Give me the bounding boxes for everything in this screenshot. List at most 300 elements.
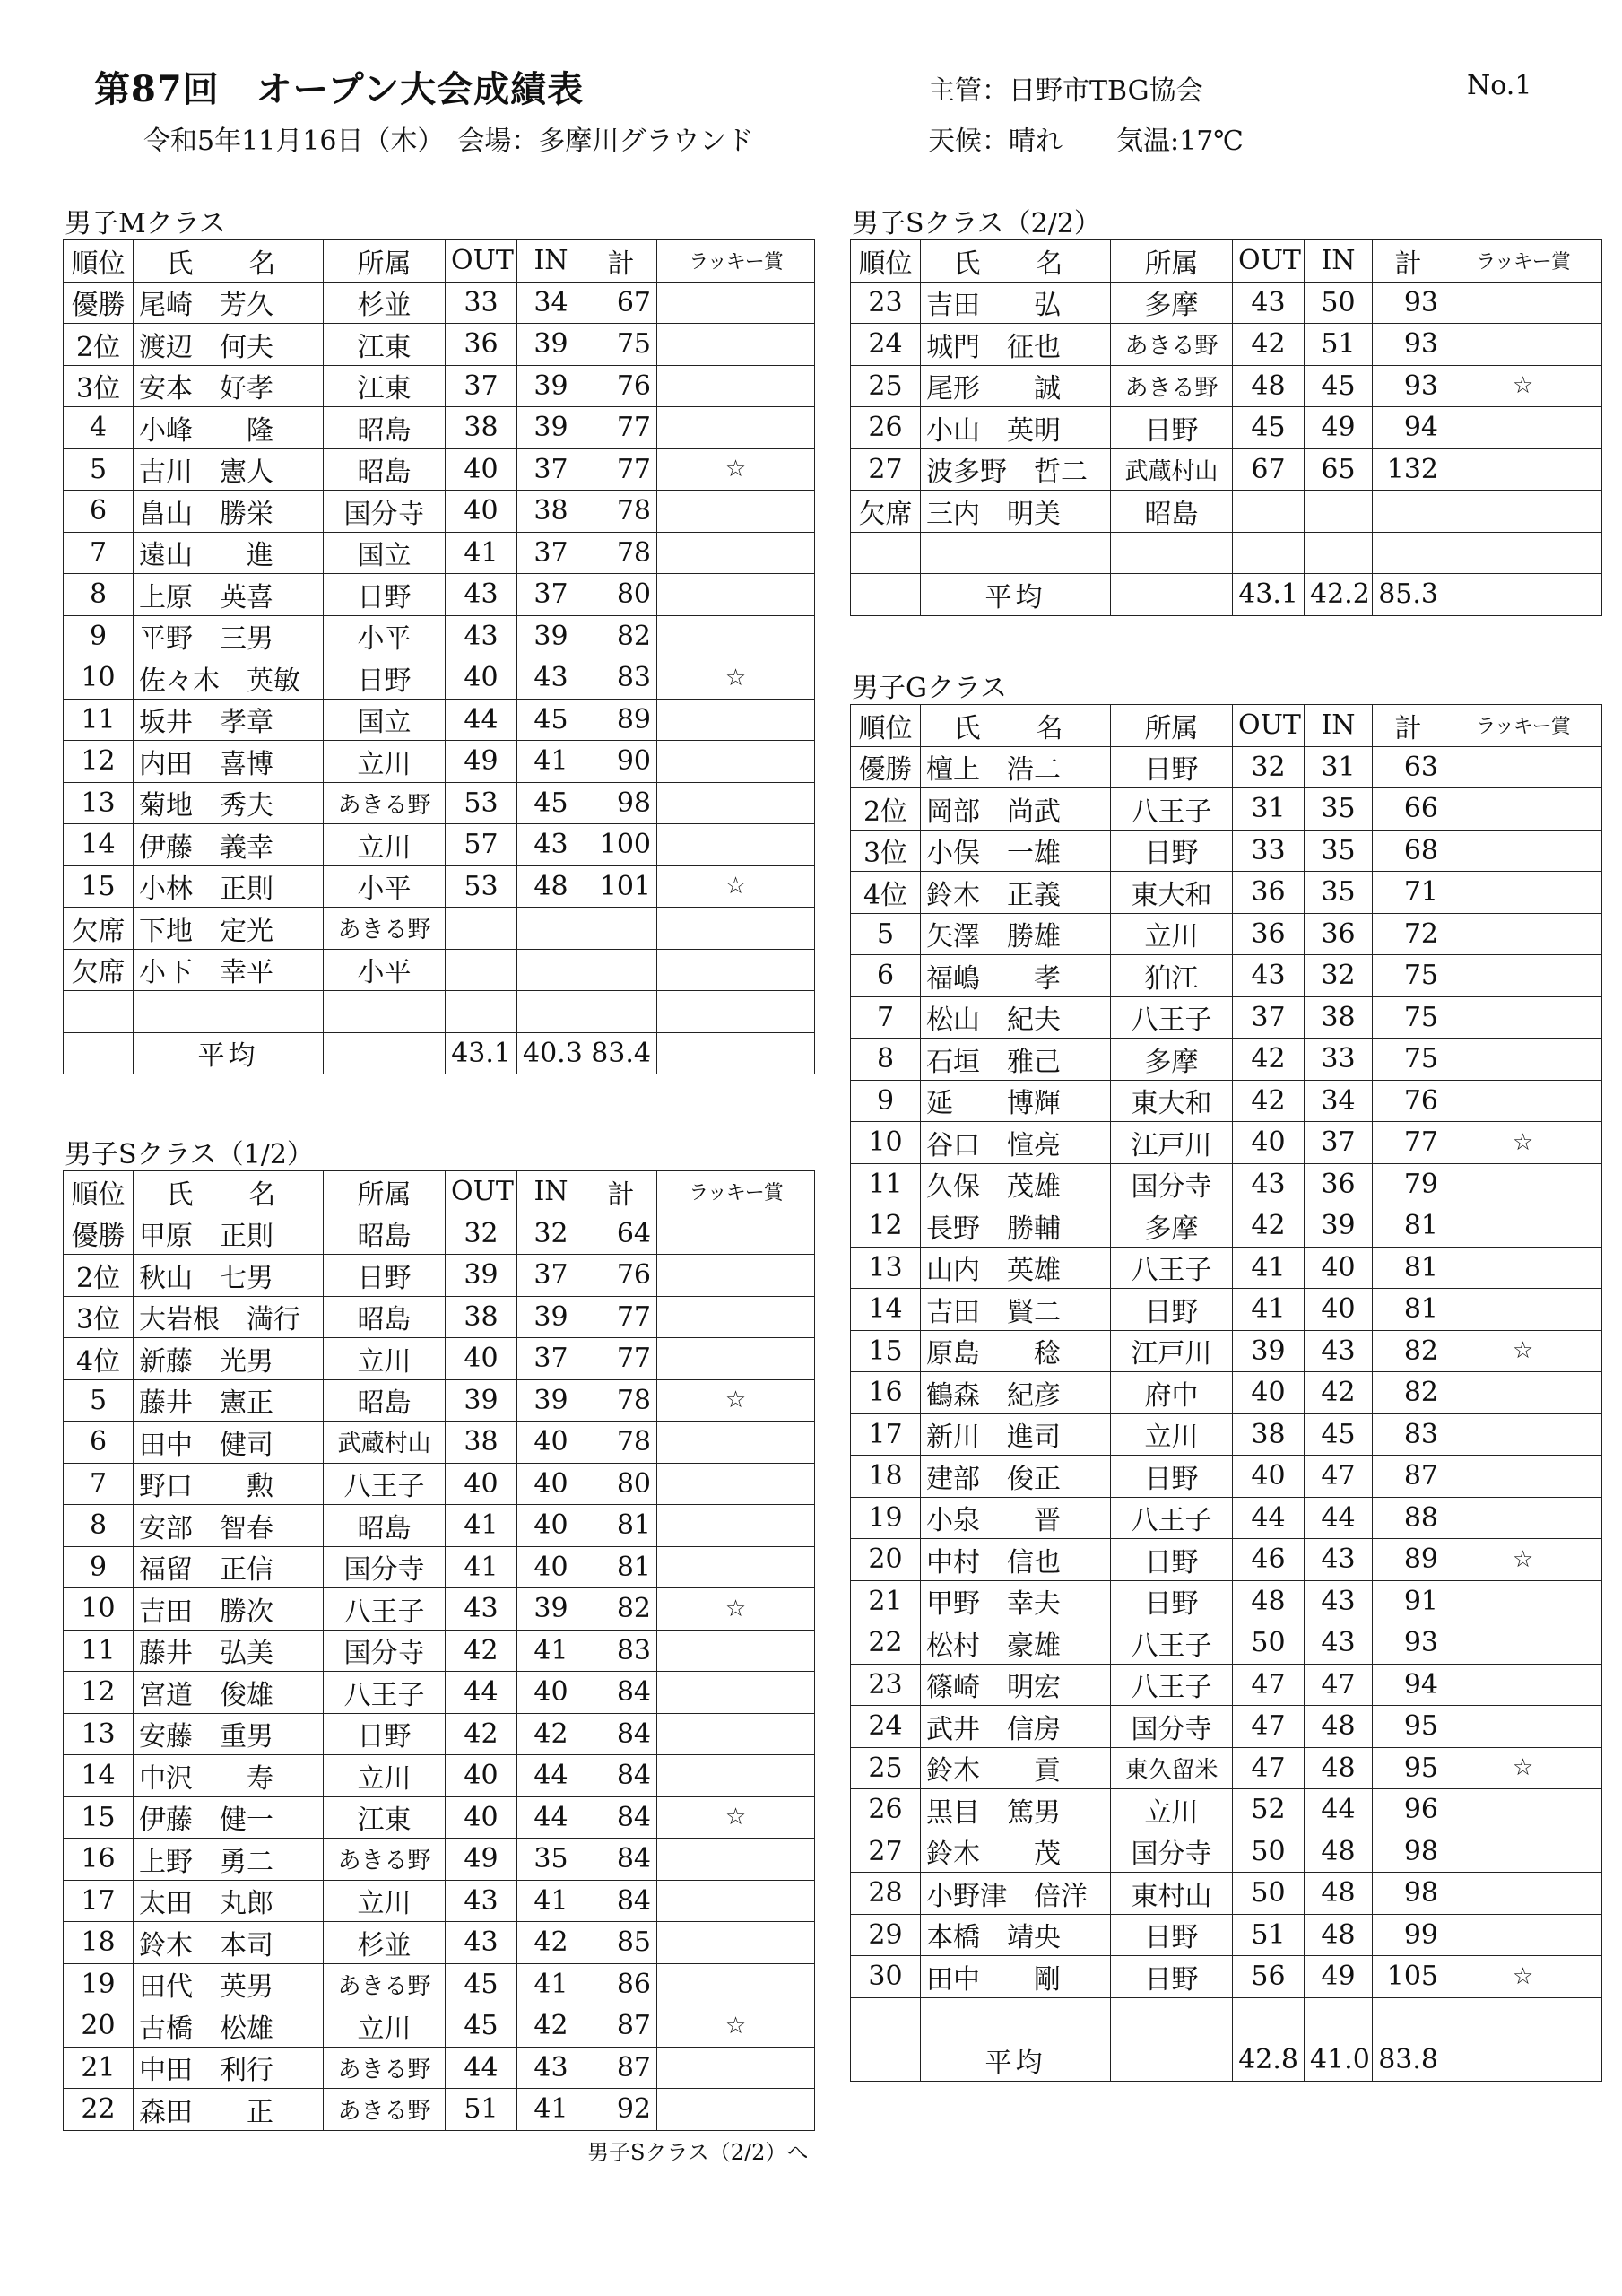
out-score-cell: 48 xyxy=(1233,1580,1305,1622)
table-row xyxy=(851,1205,1602,1248)
lucky-prize-cell xyxy=(657,824,815,866)
out-score-cell xyxy=(1233,532,1305,574)
average-blank xyxy=(657,1032,815,1074)
out-score-cell: 47 xyxy=(1233,1706,1305,1748)
rank-cell: 30 xyxy=(851,1956,921,1998)
total-score-cell: 75 xyxy=(1373,996,1444,1039)
rank-cell: 29 xyxy=(851,1914,921,1956)
lucky-prize-cell xyxy=(1444,1664,1602,1706)
average-in: 40.3 xyxy=(517,1032,585,1074)
affiliation-cell: 日野 xyxy=(1111,1580,1233,1622)
rank-cell: 15 xyxy=(64,1796,134,1839)
out-score-cell: 44 xyxy=(446,1672,517,1714)
affiliation-cell: 日野 xyxy=(324,574,446,616)
out-score-cell: 45 xyxy=(446,2005,517,2048)
table-row xyxy=(64,2047,815,2089)
column-header: 順位 xyxy=(851,240,921,283)
out-score-cell: 33 xyxy=(1233,830,1305,872)
table-row xyxy=(851,1789,1602,1831)
name-cell: 下地 定光 xyxy=(134,908,324,950)
total-score-cell: 76 xyxy=(585,365,657,407)
column-header: 順位 xyxy=(851,705,921,747)
in-score-cell: 42 xyxy=(1305,1372,1373,1414)
table-row xyxy=(851,407,1602,449)
out-score-cell: 44 xyxy=(446,2047,517,2089)
average-in: 42.2 xyxy=(1305,574,1373,616)
table-row xyxy=(64,574,815,616)
name-cell: 矢澤 勝雄 xyxy=(921,913,1111,955)
total-score-cell: 88 xyxy=(1373,1497,1444,1539)
lucky-prize-cell xyxy=(1444,913,1602,955)
name-cell: 伊藤 義幸 xyxy=(134,824,324,866)
rank-cell: 19 xyxy=(851,1497,921,1539)
rank-cell xyxy=(851,1997,921,2039)
name-cell: 本橋 靖央 xyxy=(921,1914,1111,1956)
table-row xyxy=(851,1914,1602,1956)
table-row xyxy=(851,1956,1602,1998)
name-cell: 福嶋 孝 xyxy=(921,955,1111,997)
rank-cell: 3位 xyxy=(851,830,921,872)
table-row xyxy=(851,1706,1602,1748)
total-score-cell: 77 xyxy=(585,1338,657,1380)
table-row xyxy=(64,1880,815,1922)
in-score-cell xyxy=(517,949,585,991)
results-table-s2 xyxy=(850,239,1602,616)
rank-cell: 26 xyxy=(851,407,921,449)
out-score-cell: 52 xyxy=(1233,1789,1305,1831)
column-header: IN xyxy=(1305,240,1373,283)
total-score-cell: 68 xyxy=(1373,830,1444,872)
table-row xyxy=(64,1839,815,1881)
in-score-cell: 37 xyxy=(517,532,585,574)
affiliation-cell: あきる野 xyxy=(324,1839,446,1881)
name-cell: 建部 俊正 xyxy=(921,1456,1111,1498)
rank-cell: 22 xyxy=(64,2089,134,2131)
lucky-prize-cell xyxy=(657,1963,815,2005)
table-row xyxy=(851,1372,1602,1414)
in-score-cell: 39 xyxy=(517,407,585,449)
affiliation-cell: 八王子 xyxy=(1111,1497,1233,1539)
rank-cell: 17 xyxy=(64,1880,134,1922)
table-row xyxy=(64,407,815,449)
lucky-prize-cell xyxy=(1444,1205,1602,1248)
lucky-prize-cell xyxy=(1444,1413,1602,1456)
in-score-cell: 40 xyxy=(517,1672,585,1714)
in-score-cell: 44 xyxy=(517,1796,585,1839)
in-score-cell: 40 xyxy=(1305,1289,1373,1331)
total-score-cell: 81 xyxy=(585,1505,657,1547)
rank-cell: 10 xyxy=(64,657,134,700)
total-score-cell: 91 xyxy=(1373,1580,1444,1622)
results-table-m xyxy=(63,239,815,1074)
lucky-prize-cell xyxy=(1444,491,1602,533)
table-row xyxy=(64,2089,815,2131)
in-score-cell xyxy=(1305,491,1373,533)
column-header: 計 xyxy=(1373,240,1444,283)
affiliation-cell: 武蔵村山 xyxy=(324,1422,446,1464)
name-cell: 長野 勝輔 xyxy=(921,1205,1111,1248)
affiliation-cell: 杉並 xyxy=(324,1922,446,1964)
table-header-row xyxy=(851,240,1602,283)
total-score-cell: 78 xyxy=(585,1422,657,1464)
out-score-cell: 43 xyxy=(1233,1163,1305,1205)
in-score-cell: 35 xyxy=(1305,872,1373,914)
average-blank xyxy=(1111,574,1233,616)
table-row xyxy=(64,1546,815,1588)
out-score-cell: 49 xyxy=(446,1839,517,1881)
out-score-cell: 41 xyxy=(1233,1289,1305,1331)
table-row xyxy=(851,872,1602,914)
rank-cell: 22 xyxy=(851,1622,921,1665)
name-cell: 中田 利行 xyxy=(134,2047,324,2089)
average-blank xyxy=(851,2039,921,2082)
name-cell: 上野 勇二 xyxy=(134,1839,324,1881)
column-header: 順位 xyxy=(64,240,134,283)
affiliation-cell: 立川 xyxy=(324,2005,446,2048)
in-score-cell: 43 xyxy=(1305,1539,1373,1581)
average-label: 平均 xyxy=(921,574,1111,616)
table-row xyxy=(851,1456,1602,1498)
affiliation-cell: 日野 xyxy=(1111,830,1233,872)
in-score-cell xyxy=(1305,532,1373,574)
name-cell: 上原 英喜 xyxy=(134,574,324,616)
rank-cell: 23 xyxy=(851,282,921,324)
affiliation-cell: 昭島 xyxy=(324,448,446,491)
average-label: 平均 xyxy=(921,2039,1111,2082)
rank-cell: 6 xyxy=(64,1422,134,1464)
affiliation-cell: 日野 xyxy=(1111,407,1233,449)
name-cell: 小野津 倍洋 xyxy=(921,1873,1111,1915)
average-blank xyxy=(1111,2039,1233,2082)
affiliation-cell: 国分寺 xyxy=(324,1546,446,1588)
out-score-cell: 43 xyxy=(1233,282,1305,324)
table-row xyxy=(64,282,815,324)
table-row xyxy=(851,491,1602,533)
name-cell: 吉田 賢二 xyxy=(921,1289,1111,1331)
name-cell: 小俣 一雄 xyxy=(921,830,1111,872)
out-score-cell: 42 xyxy=(446,1630,517,1672)
table-row xyxy=(851,1664,1602,1706)
table-row xyxy=(64,865,815,908)
total-score-cell: 63 xyxy=(1373,746,1444,788)
total-score-cell xyxy=(585,991,657,1033)
average-row xyxy=(64,1032,815,1074)
lucky-prize-cell xyxy=(1444,955,1602,997)
in-score-cell: 37 xyxy=(517,574,585,616)
rank-cell: 2位 xyxy=(64,324,134,366)
average-out: 43.1 xyxy=(446,1032,517,1074)
in-score-cell xyxy=(517,991,585,1033)
rank-cell: 欠席 xyxy=(64,949,134,991)
lucky-prize-cell xyxy=(1444,1247,1602,1289)
average-row xyxy=(851,2039,1602,2082)
affiliation-cell: 立川 xyxy=(324,1755,446,1797)
affiliation-cell: あきる野 xyxy=(324,2089,446,2131)
lucky-prize-cell xyxy=(1444,1873,1602,1915)
affiliation-cell: 小平 xyxy=(324,615,446,657)
affiliation-cell: 日野 xyxy=(324,1255,446,1297)
name-cell: 安本 好孝 xyxy=(134,365,324,407)
total-score-cell: 67 xyxy=(585,282,657,324)
average-total: 83.4 xyxy=(585,1032,657,1074)
affiliation-cell: 日野 xyxy=(1111,746,1233,788)
total-score-cell: 76 xyxy=(585,1255,657,1297)
affiliation-cell: 立川 xyxy=(324,741,446,783)
table-row xyxy=(64,1713,815,1755)
in-score-cell: 48 xyxy=(1305,1747,1373,1789)
column-header: OUT xyxy=(1233,240,1305,283)
table-row xyxy=(64,991,815,1033)
name-cell: 鶴森 紀彦 xyxy=(921,1372,1111,1414)
rank-cell: 4位 xyxy=(851,872,921,914)
rank-cell: 26 xyxy=(851,1789,921,1831)
in-score-cell: 31 xyxy=(1305,746,1373,788)
name-cell: 宮道 俊雄 xyxy=(134,1672,324,1714)
in-score-cell: 47 xyxy=(1305,1664,1373,1706)
table-row xyxy=(64,1296,815,1338)
table-row xyxy=(64,824,815,866)
affiliation-cell: 八王子 xyxy=(324,1672,446,1714)
table-row xyxy=(64,782,815,824)
out-score-cell: 45 xyxy=(446,1963,517,2005)
out-score-cell: 43 xyxy=(446,615,517,657)
table-row xyxy=(64,699,815,741)
affiliation-cell: 立川 xyxy=(1111,913,1233,955)
rank-cell: 3位 xyxy=(64,365,134,407)
lucky-prize-cell xyxy=(657,1546,815,1588)
table-row xyxy=(851,955,1602,997)
affiliation-cell: 日野 xyxy=(1111,1289,1233,1331)
lucky-prize-cell: ☆ xyxy=(657,2005,815,2048)
name-cell: 山内 英雄 xyxy=(921,1247,1111,1289)
rank-cell: 25 xyxy=(851,365,921,407)
rank-cell: 14 xyxy=(64,824,134,866)
in-score-cell: 39 xyxy=(517,1379,585,1422)
lucky-prize-cell xyxy=(1444,830,1602,872)
out-score-cell: 39 xyxy=(446,1379,517,1422)
lucky-prize-cell xyxy=(657,365,815,407)
page-number: No.1 xyxy=(1467,70,1532,101)
total-score-cell: 84 xyxy=(585,1713,657,1755)
total-score-cell: 82 xyxy=(585,615,657,657)
lucky-prize-cell xyxy=(1444,1456,1602,1498)
lucky-prize-cell xyxy=(657,1839,815,1881)
affiliation-cell: 小平 xyxy=(324,949,446,991)
in-score-cell xyxy=(1305,1997,1373,2039)
average-out: 42.8 xyxy=(1233,2039,1305,2082)
table-row xyxy=(851,324,1602,366)
rank-cell: 27 xyxy=(851,448,921,491)
in-score-cell: 39 xyxy=(517,1588,585,1631)
name-cell: 吉田 弘 xyxy=(921,282,1111,324)
in-score-cell: 39 xyxy=(517,1296,585,1338)
name-cell: 畠山 勝栄 xyxy=(134,491,324,533)
table-row xyxy=(64,1255,815,1297)
rank-cell: 10 xyxy=(64,1588,134,1631)
lucky-prize-cell xyxy=(657,949,815,991)
affiliation-cell: 昭島 xyxy=(324,1505,446,1547)
name-cell: 藤井 憲正 xyxy=(134,1379,324,1422)
affiliation-cell: 国立 xyxy=(324,532,446,574)
affiliation-cell: 昭島 xyxy=(324,1296,446,1338)
out-score-cell: 48 xyxy=(1233,365,1305,407)
table-row xyxy=(851,365,1602,407)
total-score-cell: 77 xyxy=(585,407,657,449)
lucky-prize-cell xyxy=(657,699,815,741)
total-score-cell: 93 xyxy=(1373,365,1444,407)
total-score-cell: 101 xyxy=(585,865,657,908)
in-score-cell: 36 xyxy=(1305,913,1373,955)
table-row xyxy=(64,741,815,783)
out-score-cell: 41 xyxy=(1233,1247,1305,1289)
table-row xyxy=(851,1080,1602,1122)
name-cell: 鈴木 茂 xyxy=(921,1831,1111,1873)
in-score-cell: 45 xyxy=(517,782,585,824)
total-score-cell xyxy=(1373,1997,1444,2039)
name-cell: 谷口 愃亮 xyxy=(921,1122,1111,1164)
affiliation-cell: 多摩 xyxy=(1111,1039,1233,1081)
affiliation-cell: 国立 xyxy=(324,699,446,741)
total-score-cell: 82 xyxy=(1373,1330,1444,1372)
in-score-cell: 37 xyxy=(517,1255,585,1297)
average-in: 41.0 xyxy=(1305,2039,1373,2082)
name-cell: 松山 紀夫 xyxy=(921,996,1111,1039)
in-score-cell: 43 xyxy=(517,2047,585,2089)
total-score-cell: 93 xyxy=(1373,282,1444,324)
rank-cell: 28 xyxy=(851,1873,921,1915)
out-score-cell: 41 xyxy=(446,1546,517,1588)
table-row xyxy=(851,1289,1602,1331)
total-score-cell: 89 xyxy=(585,699,657,741)
rank-cell: 欠席 xyxy=(851,491,921,533)
rank-cell: 6 xyxy=(851,955,921,997)
affiliation-cell: あきる野 xyxy=(324,2047,446,2089)
table-row xyxy=(64,1213,815,1255)
lucky-prize-cell xyxy=(1444,1080,1602,1122)
rank-cell: 欠席 xyxy=(64,908,134,950)
affiliation-cell: 江東 xyxy=(324,365,446,407)
in-score-cell: 65 xyxy=(1305,448,1373,491)
affiliation-cell: 東久留米 xyxy=(1111,1747,1233,1789)
out-score-cell: 41 xyxy=(446,1505,517,1547)
lucky-prize-cell: ☆ xyxy=(657,657,815,700)
column-header: 順位 xyxy=(64,1171,134,1213)
column-header: ラッキー賞 xyxy=(657,1171,815,1213)
in-score-cell: 45 xyxy=(1305,365,1373,407)
rank-cell: 10 xyxy=(851,1122,921,1164)
name-cell: 森田 正 xyxy=(134,2089,324,2131)
out-score-cell: 38 xyxy=(446,1296,517,1338)
name-cell: 三内 明美 xyxy=(921,491,1111,533)
table-row xyxy=(851,1747,1602,1789)
section-title-m: 男子Mクラス xyxy=(65,208,226,239)
in-score-cell: 51 xyxy=(1305,324,1373,366)
out-score-cell: 40 xyxy=(446,1463,517,1505)
in-score-cell: 35 xyxy=(1305,830,1373,872)
total-score-cell: 84 xyxy=(585,1672,657,1714)
total-score-cell xyxy=(585,908,657,950)
rank-cell: 13 xyxy=(851,1247,921,1289)
rank-cell: 9 xyxy=(64,1546,134,1588)
section-title-g: 男子Gクラス xyxy=(852,673,1008,704)
name-cell: 平野 三男 xyxy=(134,615,324,657)
lucky-prize-cell xyxy=(657,491,815,533)
affiliation-cell: 多摩 xyxy=(1111,1205,1233,1248)
rank-cell: 優勝 xyxy=(64,1213,134,1255)
rank-cell: 9 xyxy=(64,615,134,657)
average-blank xyxy=(324,1032,446,1074)
table-row xyxy=(64,1963,815,2005)
rank-cell: 8 xyxy=(64,574,134,616)
affiliation-cell: 国分寺 xyxy=(324,491,446,533)
column-header: 計 xyxy=(585,240,657,283)
affiliation-cell: あきる野 xyxy=(324,908,446,950)
column-header: OUT xyxy=(446,1171,517,1213)
lucky-prize-cell xyxy=(1444,324,1602,366)
affiliation-cell: 日野 xyxy=(324,1713,446,1755)
rank-cell: 14 xyxy=(64,1755,134,1797)
lucky-prize-cell xyxy=(657,282,815,324)
out-score-cell: 43 xyxy=(446,574,517,616)
total-score-cell: 94 xyxy=(1373,407,1444,449)
in-score-cell: 43 xyxy=(517,657,585,700)
rank-cell: 23 xyxy=(851,1664,921,1706)
section-title-s2: 男子Sクラス（2/2） xyxy=(852,208,1101,239)
name-cell: 田中 剛 xyxy=(921,1956,1111,1998)
affiliation-cell: 昭島 xyxy=(324,1379,446,1422)
out-score-cell xyxy=(1233,491,1305,533)
average-row xyxy=(851,574,1602,616)
total-score-cell: 75 xyxy=(1373,955,1444,997)
name-cell: 中村 信也 xyxy=(921,1539,1111,1581)
table-row xyxy=(851,1039,1602,1081)
name-cell: 新川 進司 xyxy=(921,1413,1111,1456)
total-score-cell: 95 xyxy=(1373,1706,1444,1748)
lucky-prize-cell xyxy=(1444,1706,1602,1748)
lucky-prize-cell xyxy=(1444,746,1602,788)
lucky-prize-cell xyxy=(1444,872,1602,914)
name-cell: 渡辺 何夫 xyxy=(134,324,324,366)
total-score-cell: 98 xyxy=(1373,1873,1444,1915)
rank-cell: 27 xyxy=(851,1831,921,1873)
rank-cell: 20 xyxy=(64,2005,134,2048)
lucky-prize-cell xyxy=(1444,448,1602,491)
affiliation-cell: 江東 xyxy=(324,324,446,366)
rank-cell xyxy=(64,991,134,1033)
in-score-cell: 48 xyxy=(1305,1706,1373,1748)
lucky-prize-cell xyxy=(657,2089,815,2131)
in-score-cell: 39 xyxy=(517,615,585,657)
table-header-row xyxy=(64,1171,815,1213)
table-row xyxy=(851,1122,1602,1164)
table-header-row xyxy=(851,705,1602,747)
rank-cell: 15 xyxy=(851,1330,921,1372)
rank-cell: 24 xyxy=(851,1706,921,1748)
rank-cell: 11 xyxy=(64,1630,134,1672)
in-score-cell: 45 xyxy=(1305,1413,1373,1456)
in-score-cell: 39 xyxy=(517,365,585,407)
in-score-cell: 35 xyxy=(1305,788,1373,831)
out-score-cell: 51 xyxy=(1233,1914,1305,1956)
table-row xyxy=(851,1580,1602,1622)
lucky-prize-cell xyxy=(1444,282,1602,324)
rank-cell: 18 xyxy=(64,1922,134,1964)
out-score-cell: 43 xyxy=(446,1880,517,1922)
page-title: 第87回 オープン大会成績表 xyxy=(94,68,585,110)
in-score-cell: 37 xyxy=(1305,1122,1373,1164)
in-score-cell: 43 xyxy=(1305,1622,1373,1665)
name-cell: 内田 喜博 xyxy=(134,741,324,783)
